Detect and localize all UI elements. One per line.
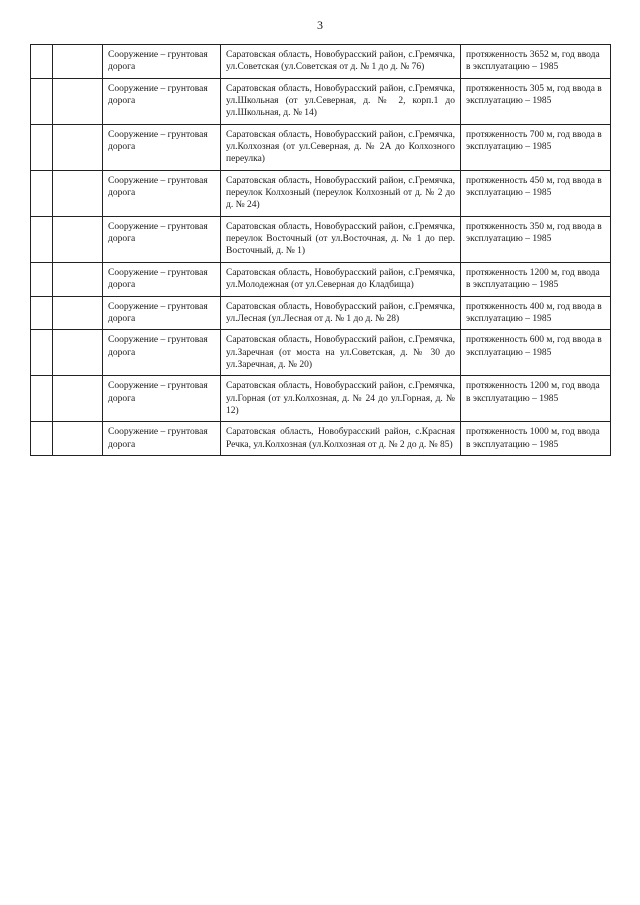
empty-cell [53, 216, 103, 262]
number-cell [31, 216, 53, 262]
object-name-cell: Сооружение – грунтовая дорога [103, 262, 221, 296]
table-row [31, 330, 611, 376]
empty-cell [53, 124, 103, 170]
number-cell [31, 422, 53, 456]
number-cell [31, 262, 53, 296]
empty-cell [53, 262, 103, 296]
address-cell: Саратовская область, Новобурасский район, с.Гремячка, переулок Колхозный (переулок Колхозный от д. № 2 до д. № 24) [221, 170, 461, 216]
characteristics-cell: протяженность 3652 м, год ввода в эксплуатацию – 1985 [461, 45, 611, 79]
empty-cell [53, 422, 103, 456]
object-name-cell: Сооружение – грунтовая дорога [103, 422, 221, 456]
table-row [31, 45, 611, 79]
object-name-cell: Сооружение – грунтовая дорога [103, 216, 221, 262]
characteristics-cell: протяженность 400 м, год ввода в эксплуатацию – 1985 [461, 296, 611, 330]
characteristics-cell: протяженность 1200 м, год ввода в эксплуатацию – 1985 [461, 376, 611, 422]
characteristics-cell: протяженность 350 м, год ввода в эксплуатацию – 1985 [461, 216, 611, 262]
address-cell: Саратовская область, Новобурасский район, с.Гремячка, ул.Колхозная (от ул.Северная, д. № 2А до Колхозного переулка) [221, 124, 461, 170]
table-row [31, 376, 611, 422]
table-row [31, 124, 611, 170]
table-row [31, 422, 611, 456]
characteristics-cell: протяженность 305 м, год ввода в эксплуатацию – 1985 [461, 78, 611, 124]
characteristics-cell: протяженность 1200 м, год ввода в эксплуатацию – 1985 [461, 262, 611, 296]
address-cell: Саратовская область, Новобурасский район, с.Гремячка, ул.Школьная (от ул.Северная, д. № 2, корп.1 до ул.Школьная, д. № 14) [221, 78, 461, 124]
object-name-cell: Сооружение – грунтовая дорога [103, 170, 221, 216]
number-cell [31, 296, 53, 330]
address-cell: Саратовская область, Новобурасский район, с.Красная Речка, ул.Колхозная (ул.Колхозная от д. № 2 до д. № 85) [221, 422, 461, 456]
object-name-cell: Сооружение – грунтовая дорога [103, 124, 221, 170]
number-cell [31, 170, 53, 216]
empty-cell [53, 330, 103, 376]
number-cell [31, 124, 53, 170]
address-cell: Саратовская область, Новобурасский район, с.Гремячка, ул.Советская (ул.Советская от д. № 1 до д. № 76) [221, 45, 461, 79]
empty-cell [53, 45, 103, 79]
object-name-cell: Сооружение – грунтовая дорога [103, 78, 221, 124]
empty-cell [53, 170, 103, 216]
characteristics-cell: протяженность 700 м, год ввода в эксплуатацию – 1985 [461, 124, 611, 170]
registry-body [31, 45, 611, 456]
table-row [31, 296, 611, 330]
characteristics-cell: протяженность 1000 м, год ввода в эксплуатацию – 1985 [461, 422, 611, 456]
number-cell [31, 45, 53, 79]
address-cell: Саратовская область, Новобурасский район, с.Гремячка, ул.Лесная (ул.Лесная от д. № 1 до д. № 28) [221, 296, 461, 330]
table-row [31, 170, 611, 216]
object-name-cell: Сооружение – грунтовая дорога [103, 45, 221, 79]
table-row [31, 262, 611, 296]
empty-cell [53, 78, 103, 124]
empty-cell [53, 376, 103, 422]
object-name-cell: Сооружение – грунтовая дорога [103, 330, 221, 376]
characteristics-cell: протяженность 600 м, год ввода в эксплуатацию – 1985 [461, 330, 611, 376]
object-name-cell: Сооружение – грунтовая дорога [103, 376, 221, 422]
property-registry-table [30, 44, 611, 456]
address-cell: Саратовская область, Новобурасский район, с.Гремячка, ул.Заречная (от моста на ул.Советская, д. № 30 до ул.Заречная, д. № 20) [221, 330, 461, 376]
number-cell [31, 376, 53, 422]
object-name-cell: Сооружение – грунтовая дорога [103, 296, 221, 330]
number-cell [31, 330, 53, 376]
address-cell: Саратовская область, Новобурасский район, с.Гремячка, переулок Восточный (от ул.Восточная, д. № 1 до пер. Восточный, д. № 1) [221, 216, 461, 262]
page-number: 3 [317, 18, 323, 32]
empty-cell [53, 296, 103, 330]
characteristics-cell: протяженность 450 м, год ввода в эксплуатацию – 1985 [461, 170, 611, 216]
address-cell: Саратовская область, Новобурасский район, с.Гремячка, ул.Молодежная (от ул.Северная до Кладбища) [221, 262, 461, 296]
address-cell: Саратовская область, Новобурасский район, с.Гремячка, ул.Горная (от ул.Колхозная, д. № 24 до ул.Горная, д. № 12) [221, 376, 461, 422]
number-cell [31, 78, 53, 124]
table-row [31, 78, 611, 124]
table-row [31, 216, 611, 262]
